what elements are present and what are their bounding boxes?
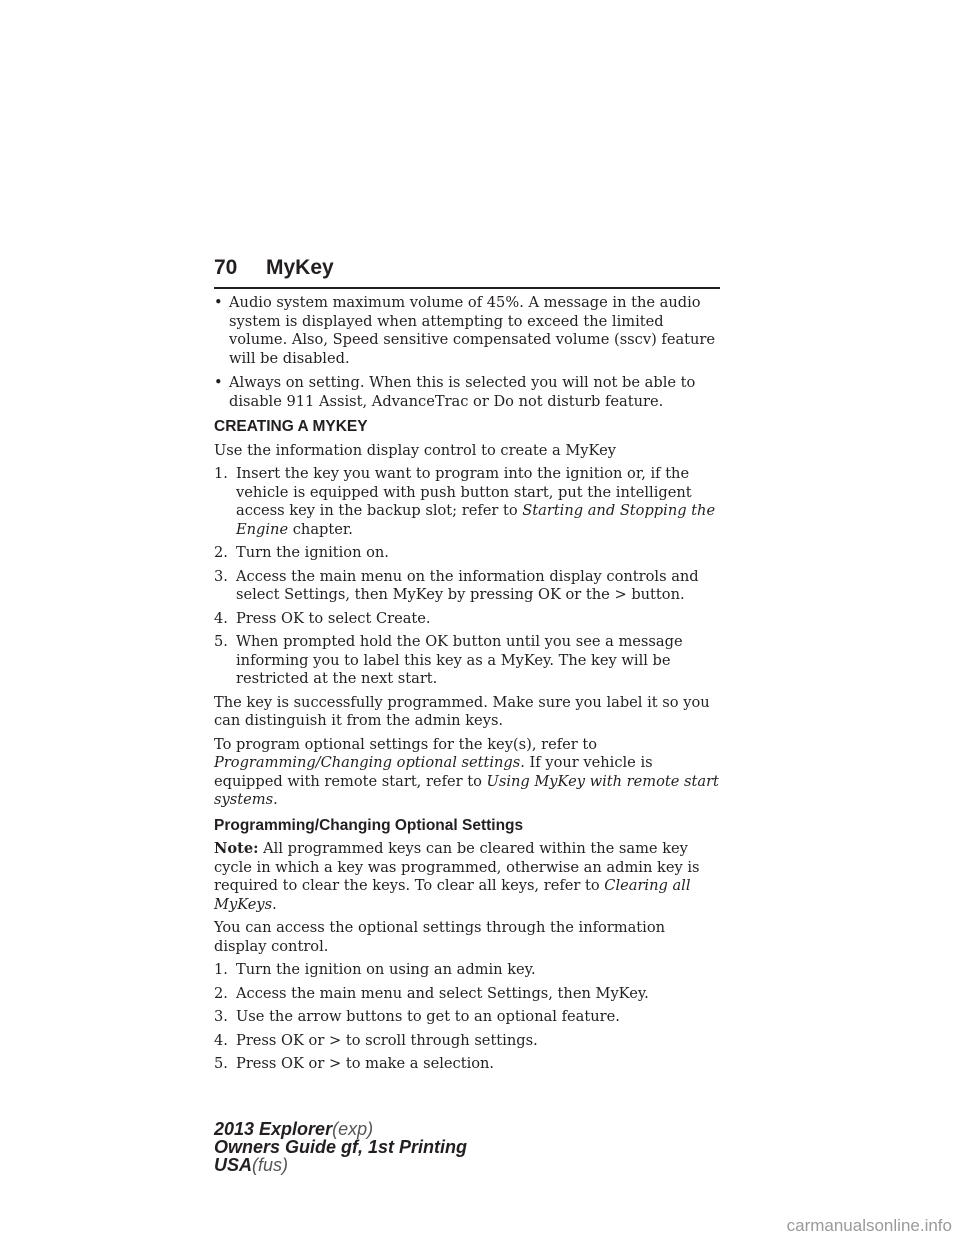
header-rule — [214, 287, 720, 289]
section-title: MyKey — [266, 256, 334, 279]
creating-intro: Use the information display control to create a MyKey — [214, 441, 616, 459]
bullet-icon: • — [214, 294, 223, 311]
programming-step — [214, 1055, 722, 1074]
paragraph-text: If your vehicle is equipped with remote start, refer to — [214, 754, 653, 790]
note-text: All programmed keys can be cleared within the same key cycle in which a key was programmed, otherwise an admin key is required to clear the keys. To clear all keys, refer to — [214, 840, 700, 894]
step-text: Press OK or > to make a selection. — [236, 1055, 495, 1072]
programming-step — [214, 961, 722, 980]
page-number: 70 — [214, 256, 238, 279]
footer-model: 2013 Explorer — [214, 1119, 333, 1139]
bullet-text: Always on setting. When this is selected you will not be able to disable 911 Assist, AdvanceTrac or Do not disturb feature. — [229, 374, 696, 410]
step-text: Turn the ignition on using an admin key. — [236, 961, 536, 978]
step-text: Press OK or > to scroll through settings. — [236, 1031, 538, 1049]
footer-code: (fus) — [252, 1155, 289, 1175]
cross-reference: Using MyKey with remote start systems — [214, 772, 719, 808]
programming-step — [214, 985, 722, 1004]
step-text: When prompted hold the OK button until you see a message informing you to label this key as a MyKey. The key will be restricted at the next start. — [236, 633, 683, 687]
print-footer — [214, 1120, 467, 1174]
footer-code: (exp) — [332, 1119, 374, 1139]
step-number: 5. — [214, 633, 228, 650]
success-paragraph: The key is successfully programmed. Make sure you label it so you can distinguish it from the admin keys. — [214, 693, 710, 729]
step-number: 1. — [214, 961, 228, 978]
step-number: 5. — [214, 1055, 228, 1072]
step-text: Turn the ignition on. — [236, 544, 389, 561]
step-text — [236, 465, 722, 539]
note-text: . — [272, 895, 277, 913]
cross-reference: Programming/Changing optional settings. — [214, 754, 525, 771]
cross-reference: Clearing all MyKeys — [214, 877, 691, 913]
note-label: Note: — [214, 840, 259, 857]
creating-step — [214, 610, 722, 629]
creating-step — [214, 568, 722, 605]
cross-reference: Starting and Stopping the Engine — [236, 502, 716, 538]
note-paragraph — [214, 840, 722, 914]
step-number: 4. — [214, 609, 228, 627]
creating-step — [214, 633, 722, 689]
optional-settings-paragraph — [214, 736, 722, 810]
bullet-item — [214, 294, 722, 368]
step-text: Access the main menu and select Settings, then MyKey. — [236, 984, 649, 1002]
step-text-part: Insert the key you want to program into the ignition or, if the vehicle is equipped with push button start, put the intelligent access key in the backup slot; refer to — [236, 465, 692, 519]
footer-market: USA — [214, 1155, 253, 1175]
step-number: 1. — [214, 465, 228, 482]
footer-line — [214, 1138, 467, 1156]
creating-step — [214, 465, 722, 539]
creating-heading: CREATING A MYKEY — [214, 418, 368, 435]
step-number: 2. — [214, 544, 228, 561]
watermark: carmanualsonline.info — [786, 1216, 952, 1235]
creating-step — [214, 544, 722, 563]
programming-heading: Programming/Changing Optional Settings — [214, 816, 524, 834]
step-number: 3. — [214, 567, 228, 585]
programming-intro: You can access the optional settings through the information display control. — [214, 919, 666, 955]
programming-step — [214, 1008, 722, 1027]
footer-line — [214, 1156, 467, 1174]
programming-step — [214, 1032, 722, 1051]
step-number: 4. — [214, 1031, 228, 1049]
footer-line — [214, 1120, 467, 1138]
step-text: Press OK to select Create. — [236, 609, 431, 627]
step-text-part: chapter. — [292, 520, 353, 538]
bullet-icon: • — [214, 374, 223, 391]
step-text: Access the main menu on the information display controls and select Settings, then MyKey by pressing OK or the > button. — [236, 567, 699, 603]
step-number: 2. — [214, 984, 228, 1002]
paragraph-text: . — [273, 791, 278, 808]
step-number: 3. — [214, 1008, 228, 1025]
step-text: Use the arrow buttons to get to an optional feature. — [236, 1008, 620, 1025]
footer-edition: Owners Guide gf, 1st Printing — [214, 1137, 468, 1157]
paragraph-text: To program optional settings for the key(s), refer to — [214, 735, 598, 753]
page-content — [214, 294, 722, 1079]
bullet-item — [214, 374, 722, 411]
bullet-text: Audio system maximum volume of 45%. A message in the audio system is displayed when attempting to exceed the limited volume. Also, Speed sensitive compensated volume (sscv) feature will be disabled. — [229, 294, 716, 367]
